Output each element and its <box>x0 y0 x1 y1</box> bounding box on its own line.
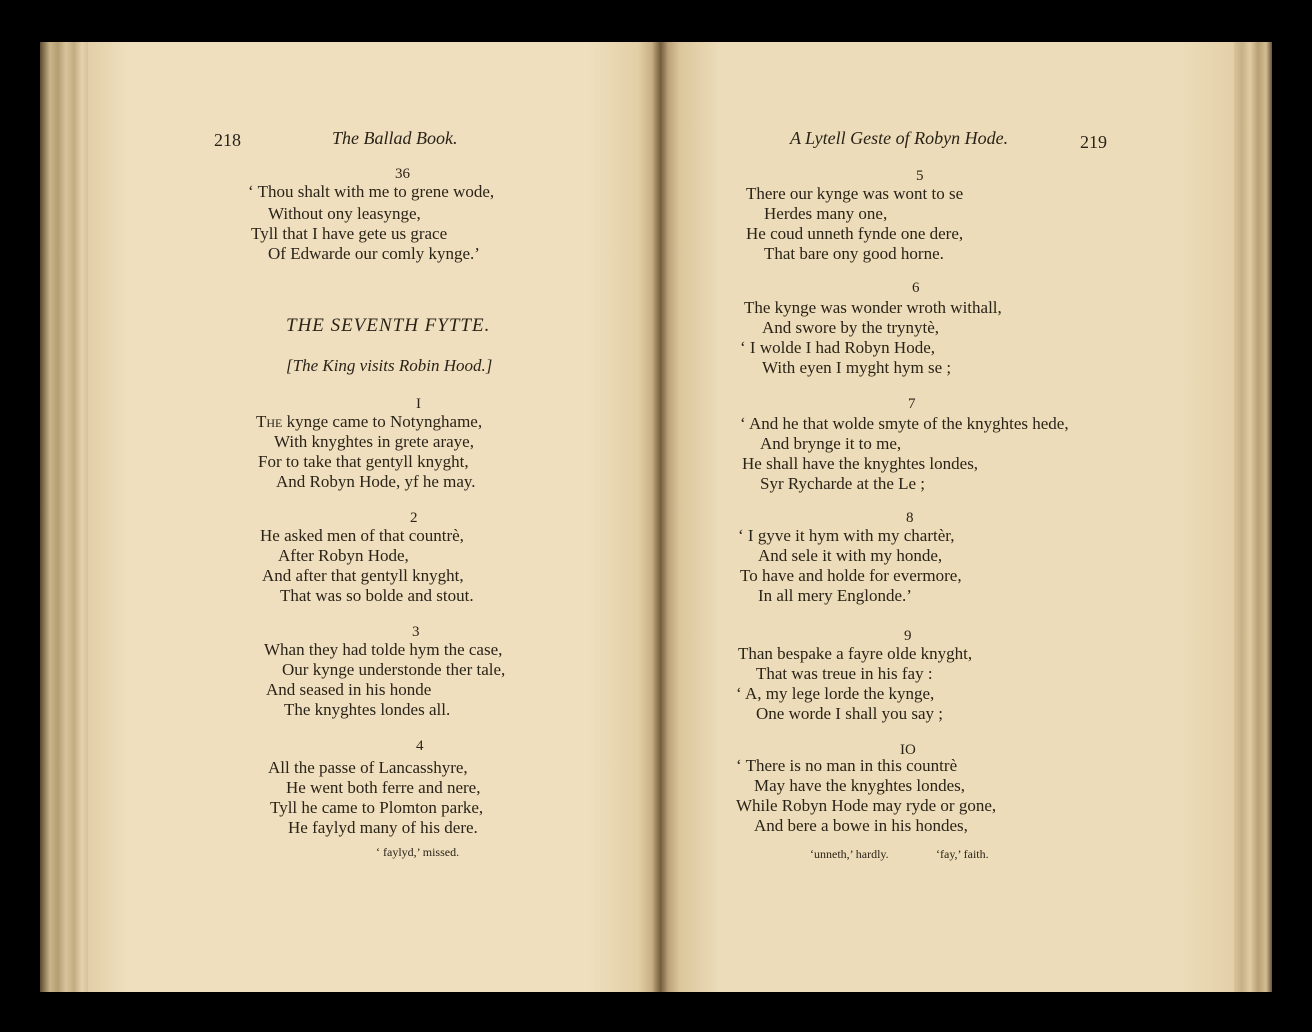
verse-line: To have and holde for evermore, <box>740 566 962 585</box>
right-page <box>660 42 1234 992</box>
verse-line: And sele it with my honde, <box>758 546 943 565</box>
drop-word: The <box>256 412 283 431</box>
verse-line: The kynge was wonder wroth withall, <box>744 298 1002 317</box>
verse-line-rest: kynge came to Notynghame, <box>282 412 483 431</box>
verse-line: While Robyn Hode may ryde or gone, <box>736 796 997 815</box>
verse-line: Than bespake a fayre olde knyght, <box>738 644 973 663</box>
open-book <box>40 42 1272 992</box>
verse-line: Our kynge understonde ther tale, <box>282 660 506 679</box>
verse-line: And seased in his honde <box>266 680 432 699</box>
left-running-head: The Ballad Book. <box>332 128 458 148</box>
verse-line: ‘ There is no man in this countrè <box>736 756 958 775</box>
verse-line: And swore by the trynytè, <box>762 318 940 337</box>
verse-line: Whan they had tolde hym the case, <box>264 640 503 659</box>
verse-line: That bare ony good horne. <box>764 244 944 263</box>
verse-line: ‘ A, my lege lorde the kynge, <box>736 684 935 703</box>
verse-line: Syr Rycharde at the Le ; <box>760 474 926 493</box>
stanza-number: 8 <box>906 510 914 526</box>
verse-line: Tyll he came to Plomton parke, <box>270 798 484 817</box>
stanza-number: 4 <box>416 738 424 754</box>
verse-line: After Robyn Hode, <box>278 546 409 565</box>
left-folio: 218 <box>214 130 241 150</box>
book-gutter <box>652 42 668 992</box>
verse-line: And brynge it to me, <box>760 434 902 453</box>
verse-line: That was treue in his fay : <box>756 664 933 683</box>
verse-line: Of Edwarde our comly kynge.’ <box>268 244 480 263</box>
stanza-number: 7 <box>908 396 916 412</box>
stanza-number: 36 <box>395 166 410 182</box>
verse-line: Without ony leasynge, <box>268 204 421 223</box>
verse-line: There our kynge was wont to se <box>746 184 964 203</box>
verse-line: He coud unneth fynde one dere, <box>746 224 964 243</box>
left-page <box>88 42 660 992</box>
verse-line: With knyghtes in grete araye, <box>274 432 474 451</box>
verse-line: May have the knyghtes londes, <box>754 776 966 795</box>
verse-line: And bere a bowe in his hondes, <box>754 816 968 835</box>
verse-line: And Robyn Hode, yf he may. <box>276 472 476 491</box>
right-running-head: A Lytell Geste of Robyn Hode. <box>790 128 1009 148</box>
stanza-number: I <box>416 396 421 412</box>
verse-line: The knyghtes londes all. <box>284 700 451 719</box>
left-page-edges <box>40 42 88 992</box>
fytte-heading: THE SEVENTH FYTTE. <box>286 315 491 336</box>
verse-line: ‘ Thou shalt with me to grene wode, <box>248 182 495 201</box>
right-folio: 219 <box>1080 132 1107 152</box>
stanza-number: 2 <box>410 510 418 526</box>
stanza-number: IO <box>900 742 916 758</box>
stanza-number: 6 <box>912 280 920 296</box>
verse-line: That was so bolde and stout. <box>280 586 474 605</box>
verse-line: Herdes many one, <box>764 204 888 223</box>
verse-line <box>256 412 482 432</box>
verse-line: One worde I shall you say ; <box>756 704 943 723</box>
stanza-number: 5 <box>916 168 924 184</box>
stanza-number: 9 <box>904 628 912 644</box>
verse-line: All the passe of Lancasshyre, <box>268 758 468 777</box>
verse-line: And after that gentyll knyght, <box>262 566 464 585</box>
verse-line: ‘ I gyve it hym with my chartèr, <box>738 526 955 545</box>
verse-line: He went both ferre and nere, <box>286 778 481 797</box>
footnote: ‘ faylyd,’ missed. <box>376 845 460 859</box>
fytte-subtitle: [The King visits Robin Hood.] <box>286 356 493 375</box>
footnote: ‘fay,’ faith. <box>936 847 989 861</box>
footnote: ‘unneth,’ hardly. <box>810 847 889 861</box>
verse-line: ‘ And he that wolde smyte of the knyghtes hede, <box>740 414 1069 433</box>
right-page-edges <box>1234 42 1272 992</box>
verse-line: In all mery Englonde.’ <box>758 586 912 605</box>
verse-line: Tyll that I have gete us grace <box>251 224 448 243</box>
verse-line: For to take that gentyll knyght, <box>258 452 469 471</box>
verse-line: He faylyd many of his dere. <box>288 818 478 837</box>
stanza-number: 3 <box>412 624 420 640</box>
verse-line: He shall have the knyghtes londes, <box>742 454 979 473</box>
verse-line: With eyen I myght hym se ; <box>762 358 952 377</box>
verse-line: He asked men of that countrè, <box>260 526 464 545</box>
verse-line: ‘ I wolde I had Robyn Hode, <box>740 338 935 357</box>
